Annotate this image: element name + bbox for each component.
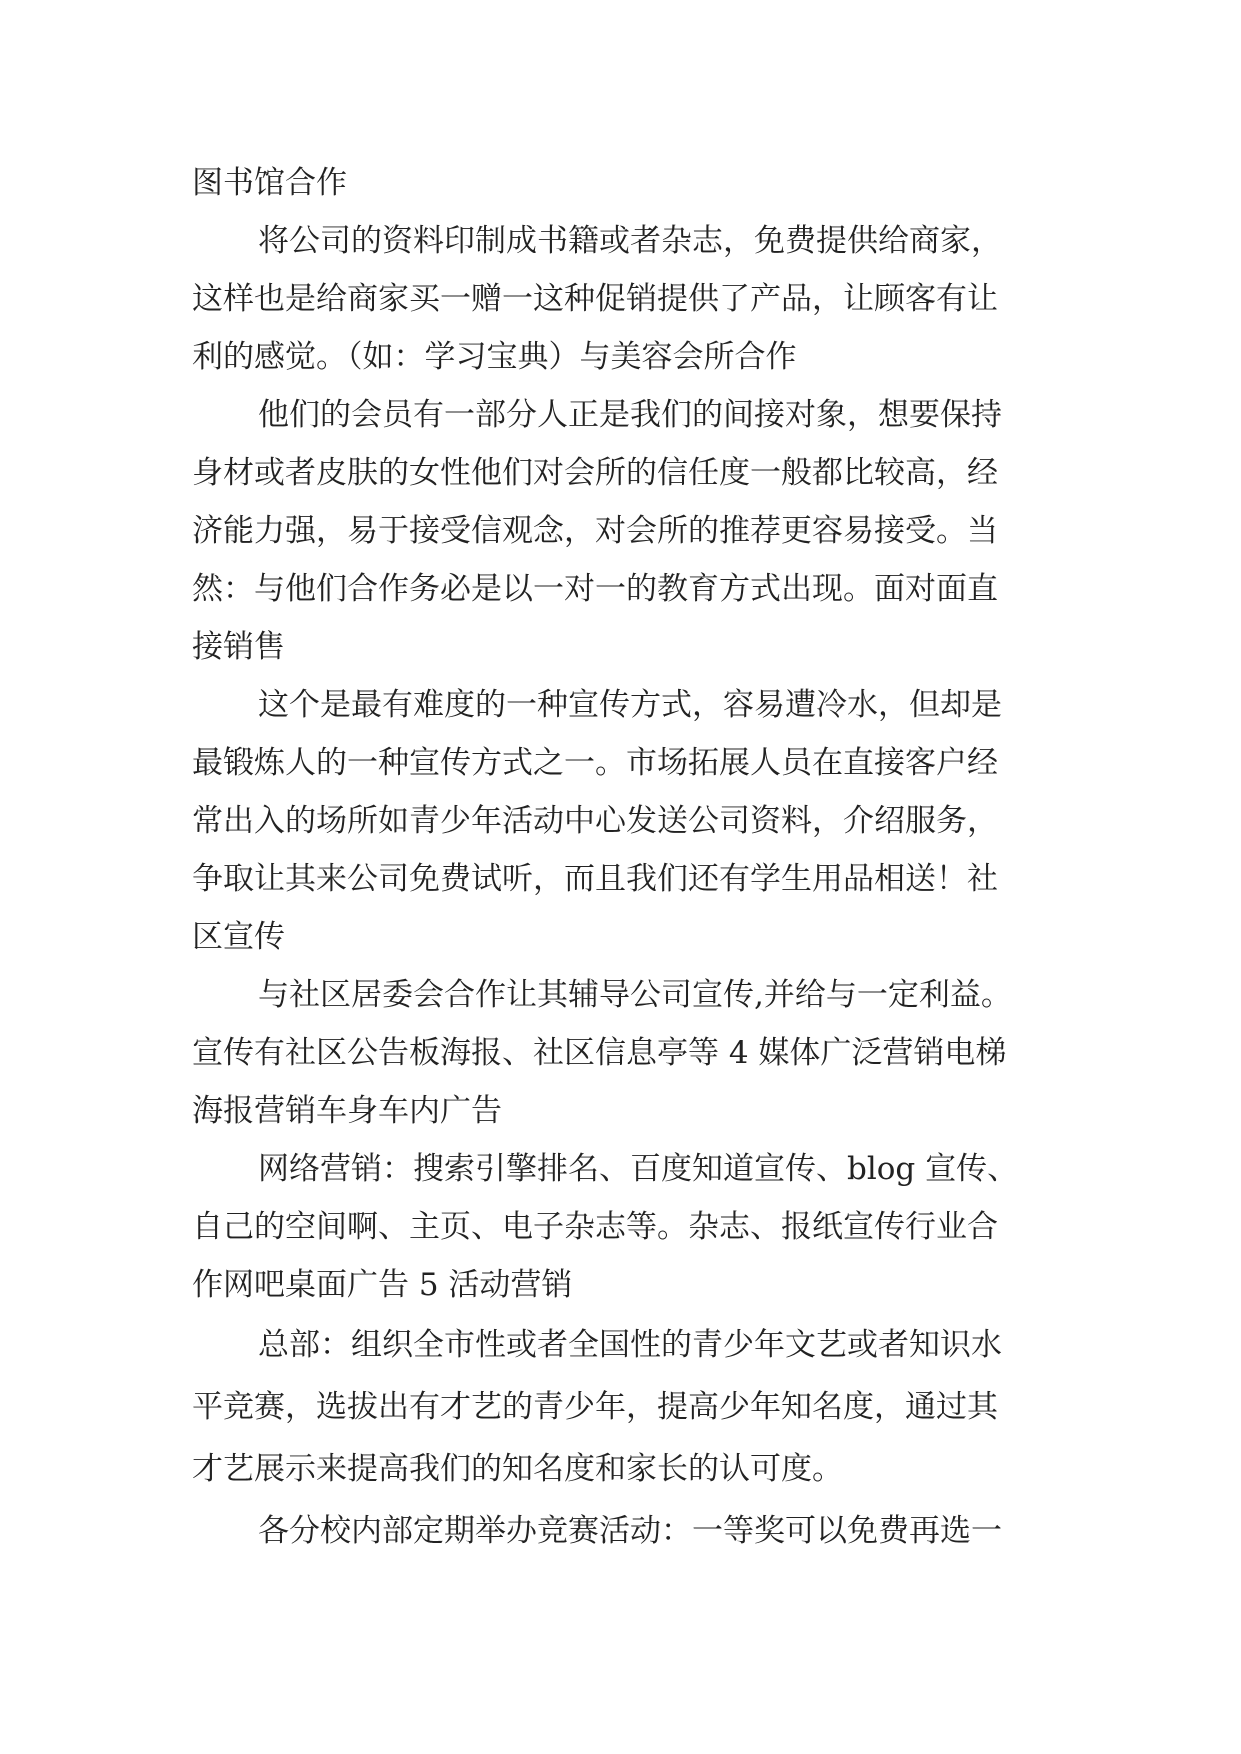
paragraph-line: 他们的会员有一部分人正是我们的间接对象，想要保持	[258, 397, 1002, 433]
paragraph-line: 这样也是给商家买一赠一这种促销提供了产品，让顾客有让	[192, 281, 998, 317]
paragraph-line: 接销售	[192, 629, 285, 665]
paragraph-line: 争取让其来公司免费试听，而且我们还有学生用品相送！社	[192, 861, 998, 897]
paragraph-line: 区宣传	[192, 919, 285, 955]
paragraph-line: 与社区居委会合作让其辅导公司宣传,并给与一定利益。	[258, 977, 1012, 1013]
paragraph-line: 各分校内部定期举办竞赛活动：一等奖可以免费再选一	[258, 1513, 1002, 1549]
paragraph-line: 最锻炼人的一种宣传方式之一。市场拓展人员在直接客户经	[192, 745, 998, 781]
paragraph-line: 利的感觉。（如：学习宝典）与美容会所合作	[192, 339, 797, 375]
paragraph-line: 济能力强，易于接受信观念，对会所的推荐更容易接受。当	[192, 513, 998, 549]
paragraph-line: 身材或者皮肤的女性他们对会所的信任度一般都比较高，经	[192, 455, 998, 491]
paragraph-line: 才艺展示来提高我们的知名度和家长的认可度。	[192, 1451, 843, 1487]
paragraph-line: 平竞赛，选拔出有才艺的青少年，提高少年知名度，通过其	[192, 1389, 998, 1425]
paragraph-line: 网络营销：搜索引擎排名、百度知道宣传、blog 宣传、	[258, 1151, 1019, 1187]
paragraph-line: 总部：组织全市性或者全国性的青少年文艺或者知识水	[258, 1327, 1002, 1363]
section-heading-library: 图书馆合作	[192, 165, 347, 201]
paragraph-line: 宣传有社区公告板海报、社区信息亭等 4 媒体广泛营销电梯	[192, 1035, 1007, 1071]
paragraph-line: 然：与他们合作务必是以一对一的教育方式出现。面对面直	[192, 571, 998, 607]
paragraph-line: 海报营销车身车内广告	[192, 1093, 502, 1129]
paragraph-line: 作网吧桌面广告 5 活动营销	[192, 1267, 573, 1303]
paragraph-line: 自己的空间啊、主页、电子杂志等。杂志、报纸宣传行业合	[192, 1209, 998, 1245]
paragraph-line: 常出入的场所如青少年活动中心发送公司资料，介绍服务，	[192, 803, 998, 839]
document-body	[192, 154, 1052, 1562]
paragraph-line: 将公司的资料印制成书籍或者杂志，免费提供给商家，	[258, 223, 1002, 259]
paragraph-line: 这个是最有难度的一种宣传方式，容易遭冷水，但却是	[258, 687, 1002, 723]
